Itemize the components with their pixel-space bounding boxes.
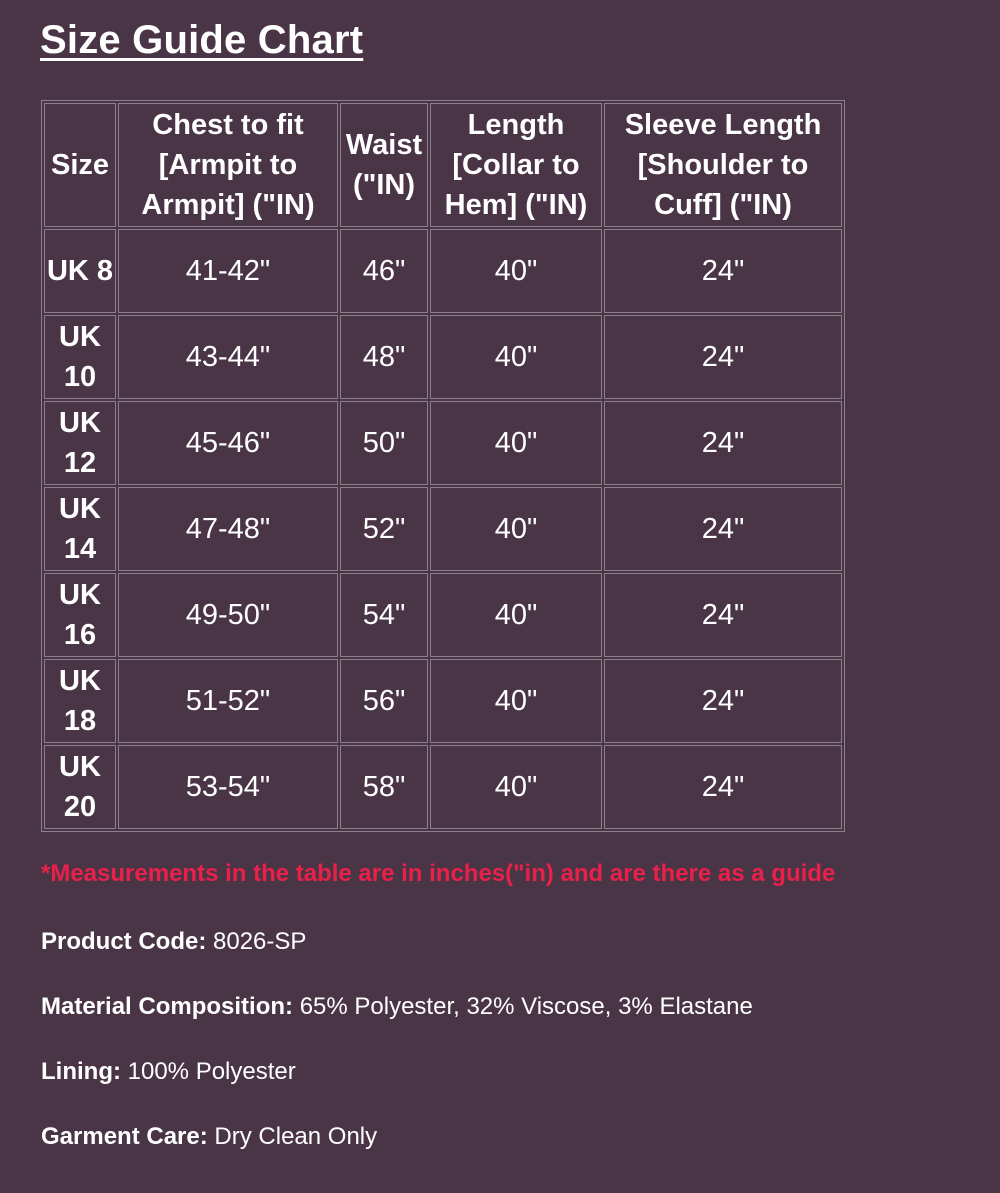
size-cell: UK 8: [44, 229, 116, 313]
header-sleeve-length: Sleeve Length [Shoulder to Cuff] ("IN): [604, 103, 842, 227]
lining-value: 100% Polyester: [127, 1058, 296, 1085]
waist-cell: 58": [340, 745, 428, 829]
material-composition-line: [41, 993, 753, 1021]
waist-cell: 50": [340, 401, 428, 485]
length-cell: 40": [430, 487, 602, 571]
length-cell: 40": [430, 659, 602, 743]
table-row: [44, 745, 842, 829]
size-guide-table: [41, 100, 845, 832]
length-cell: 40": [430, 401, 602, 485]
sleeve-cell: 24": [604, 229, 842, 313]
table-row: [44, 315, 842, 399]
chest-cell: 49-50": [118, 573, 338, 657]
length-cell: 40": [430, 573, 602, 657]
measurement-notice: *Measurements in the table are in inches("in) and are there as a guide: [41, 860, 836, 887]
header-chest: Chest to fit [Armpit to Armpit] ("IN): [118, 103, 338, 227]
waist-cell: 56": [340, 659, 428, 743]
sleeve-cell: 24": [604, 401, 842, 485]
lining-label: Lining:: [41, 1058, 121, 1085]
sleeve-cell: 24": [604, 745, 842, 829]
garment-care-value: Dry Clean Only: [214, 1123, 378, 1150]
size-cell: UK 14: [44, 487, 116, 571]
material-composition-label: Material Composition:: [41, 993, 294, 1020]
size-cell: UK 12: [44, 401, 116, 485]
size-cell: UK 16: [44, 573, 116, 657]
product-code-line: [41, 928, 306, 956]
header-size: Size: [44, 103, 116, 227]
header-waist: Waist ("IN): [340, 103, 428, 227]
sleeve-cell: 24": [604, 487, 842, 571]
header-length: Length [Collar to Hem] ("IN): [430, 103, 602, 227]
waist-cell: 54": [340, 573, 428, 657]
length-cell: 40": [430, 745, 602, 829]
garment-care-line: [41, 1123, 377, 1151]
page-title: Size Guide Chart: [40, 18, 364, 62]
material-composition-value: 65% Polyester, 32% Viscose, 3% Elastane: [299, 993, 753, 1020]
waist-cell: 48": [340, 315, 428, 399]
size-cell: UK 20: [44, 745, 116, 829]
chest-cell: 45-46": [118, 401, 338, 485]
size-cell: UK 18: [44, 659, 116, 743]
sleeve-cell: 24": [604, 659, 842, 743]
garment-care-label: Garment Care:: [41, 1123, 208, 1150]
chest-cell: 41-42": [118, 229, 338, 313]
table-row: [44, 487, 842, 571]
length-cell: 40": [430, 229, 602, 313]
product-code-label: Product Code:: [41, 928, 207, 955]
length-cell: 40": [430, 315, 602, 399]
chest-cell: 43-44": [118, 315, 338, 399]
waist-cell: 46": [340, 229, 428, 313]
table-row: [44, 659, 842, 743]
table-row: [44, 573, 842, 657]
lining-line: [41, 1058, 296, 1086]
sleeve-cell: 24": [604, 315, 842, 399]
sleeve-cell: 24": [604, 573, 842, 657]
size-cell: UK 10: [44, 315, 116, 399]
chest-cell: 51-52": [118, 659, 338, 743]
table-row: [44, 401, 842, 485]
product-code-value: 8026-SP: [213, 928, 307, 955]
waist-cell: 52": [340, 487, 428, 571]
table-header-row: [44, 103, 842, 227]
table-row: [44, 229, 842, 313]
chest-cell: 53-54": [118, 745, 338, 829]
chest-cell: 47-48": [118, 487, 338, 571]
